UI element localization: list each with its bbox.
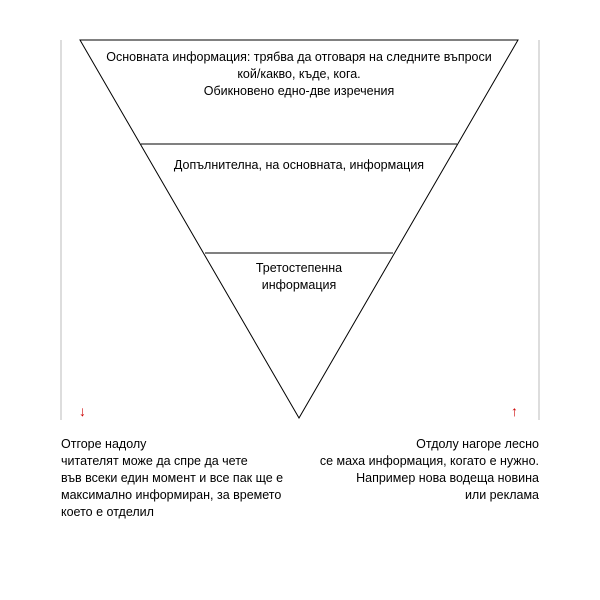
tier-secondary-text: Допълнителна, на основната, информация [173, 158, 425, 172]
top-down-description: Отгоре надолу читателят може да спре да чете във всеки един момент и все пак ще е максимално информиран, за времето което е отделил [61, 437, 284, 519]
tier-primary-text: Основната информация: трябва да отговаря на следните въпроси кой/какво, къде, кога. Обикновено едно-две изречения [106, 50, 492, 98]
up-arrow-icon: ↑ [511, 403, 518, 419]
bottom-up-description: Отдолу нагоре лесно се маха информация, когато е нужно. Например нова водеща новина или реклама [319, 437, 539, 502]
tier-tertiary-text: Третостепенна информация [255, 261, 343, 292]
down-arrow-icon: ↓ [79, 403, 86, 419]
